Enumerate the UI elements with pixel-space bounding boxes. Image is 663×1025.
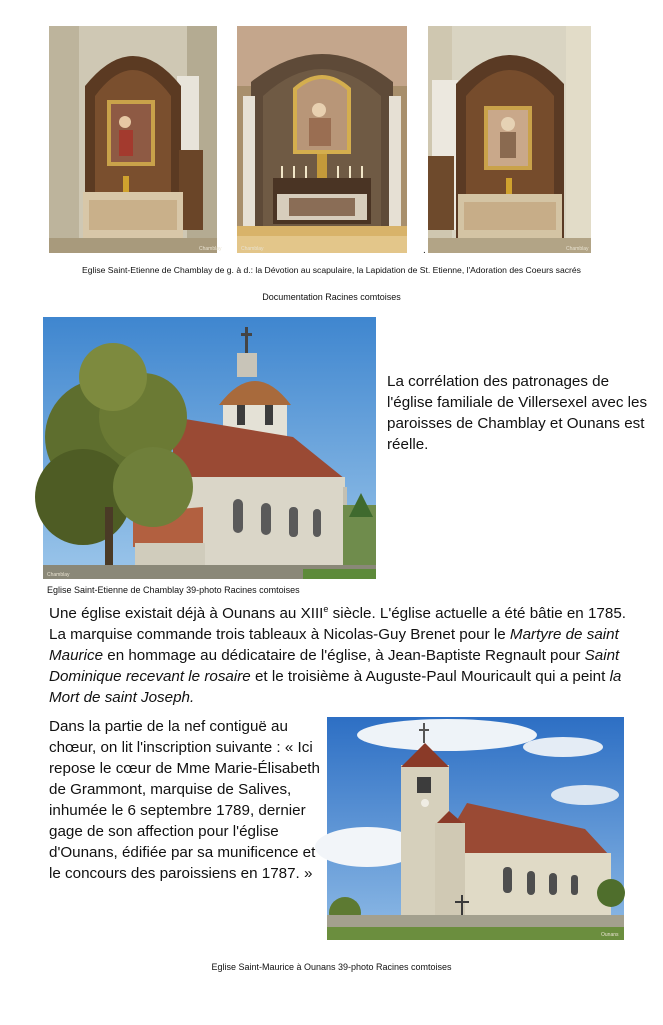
ounans-p2: siècle. L'église actuelle a été bâtie en 1785. La marquise commande trois tableaux à Nicolas-Guy Brenet pour le	[49, 605, 626, 643]
dot-mark: .	[423, 245, 426, 256]
ounans-p4: et le troisième à Auguste-Paul Mouricault qui a peint	[250, 668, 610, 685]
inscription-text: Dans la partie de la nef contiguë au chœur, on lit l'inscription suivante : « Ici repose le cœur de Mme Marie-Élisabeth de Grammont, marquise de Salives, inhumée le 6 septembre 1789, dernier gage de son affection pour l'église d'Ounans, édifiée par sa munificence et le concours des paroissiens en 1787. »	[49, 718, 320, 882]
ounans-paragraph	[49, 603, 639, 708]
altar-photo-right	[428, 26, 591, 253]
caption-ounans: Eglise Saint-Maurice à Ounans 39-photo Racines comtoises	[211, 962, 452, 972]
correlation-text: La corrélation des patronages de l'église familiale de Villersexel avec les paroisses de Chamblay et Ounans est réelle.	[387, 373, 648, 453]
ounans-it1: Martyre de saint Maurice	[49, 626, 619, 664]
altar-photo-middle	[237, 26, 407, 253]
caption-altars: Eglise Saint-Etienne de Chamblay de g. à d.: la Dévotion au scapulaire, la Lapidation de St. Etienne, l'Adoration des Coeurs sacrés	[82, 265, 581, 275]
chamblay-photo-watermark: Chamblay	[47, 572, 70, 578]
ounans-p3: en hommage au dédicataire de l'église, à Jean-Baptiste Regnault pour	[103, 647, 585, 664]
caption-chamblay: Eglise Saint-Etienne de Chamblay 39-photo Racines comtoises	[47, 585, 300, 595]
caption-source: Documentation Racines comtoises	[262, 292, 401, 302]
altar-photo-middle-watermark: Chamblay	[241, 246, 264, 252]
ounans-photo-watermark: Ounans	[601, 932, 619, 938]
ounans-sup: e	[323, 603, 329, 614]
altar-photo-left-watermark: Chamblay	[199, 246, 222, 252]
ounans-church-photo	[327, 717, 624, 940]
chamblay-church-photo	[43, 317, 376, 579]
ounans-p1: Une église existait déjà à Ounans au XIII	[49, 605, 324, 622]
altar-photo-left	[49, 26, 222, 253]
altar-photo-right-watermark: Chamblay	[566, 246, 589, 252]
ounans-it3: la Mort de saint Joseph.	[49, 668, 622, 706]
ounans-it2: Saint Dominique recevant le rosaire	[49, 647, 620, 685]
